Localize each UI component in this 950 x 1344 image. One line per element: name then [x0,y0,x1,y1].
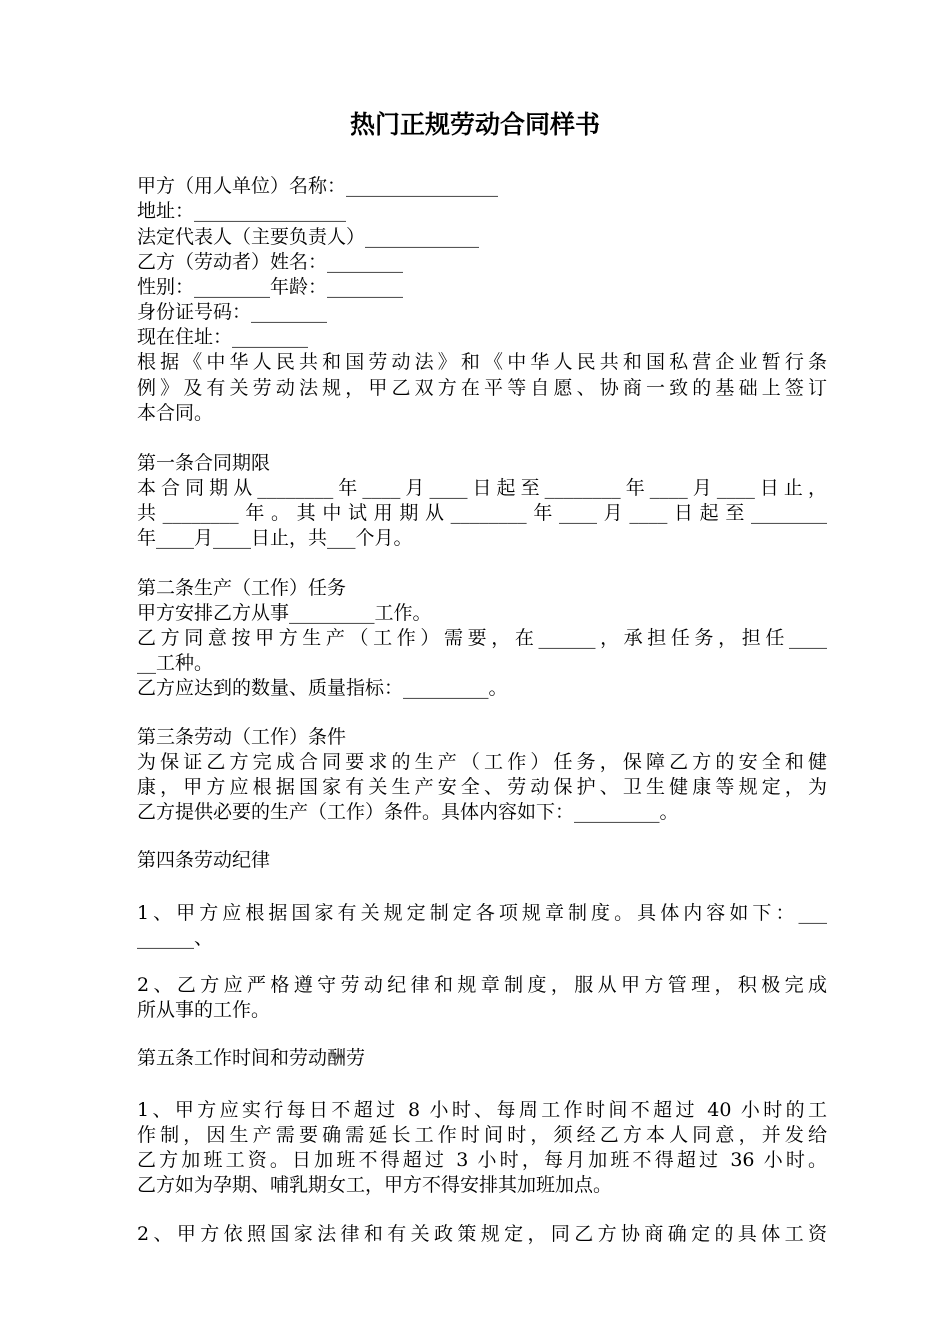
article-2-line: __工种。 [137,652,214,674]
article-3-line: 康，甲方应根据国家有关生产安全、劳动保护、卫生健康等规定，为 [137,776,827,798]
article-5-item-2: 2、甲方依照国家法律和有关政策规定，同乙方协商确定的具体工资 [137,1223,827,1245]
address-line: 地址：________________ [137,200,347,222]
article-5-item-1: 1、甲方应实行每日不超过 8 小时、每周工作时间不超过 40 小时的工 [137,1099,827,1121]
article-2-line: 甲方安排乙方从事_________工作。 [137,602,432,624]
article-5-item-1: 乙方如为孕期、哺乳期女工，甲方不得安排其加班加点。 [137,1174,613,1196]
article-5-heading: 第五条工作时间和劳动酬劳 [137,1047,366,1069]
article-5-item-1: 乙方加班工资。日加班不得超过 3 小时，每月加班不得超过 36 小时。 [137,1149,827,1171]
preamble-line: 根据《中华人民共和国劳动法》和《中华人民共和国私营企业暂行条 [137,351,827,373]
article-4-item-2: 所从事的工作。 [137,999,271,1021]
id-number-line: 身份证号码：________ [137,301,328,323]
article-1-line: 共________年。其中试用期从________年____月____日起至________ [137,502,827,524]
current-address-line: 现在住址：________ [137,326,309,348]
article-2-line: 乙方同意按甲方生产（工作）需要，在______，承担任务，担任____ [137,627,827,649]
document-title: 热门正规劳动合同样书 [349,110,600,139]
article-3-heading: 第三条劳动（工作）条件 [137,726,347,748]
article-1-line: 本合同期从________年____月____日起至________年____月____日止， [137,477,827,499]
article-4-item-1: 1、甲方应根据国家有关规定制定各项规章制度。具体内容如下：___ [137,902,827,924]
article-3-line: 为保证乙方完成合同要求的生产（工作）任务，保障乙方的安全和健 [137,751,827,773]
gender-age-line: 性别：________年龄：________ [137,276,404,298]
article-4-item-2: 2、乙方应严格遵守劳动纪律和规章制度，服从甲方管理，积极完成 [137,974,827,996]
preamble-line: 例》及有关劳动法规，甲乙双方在平等自愿、协商一致的基础上签订 [137,377,827,399]
party-b-name-line: 乙方（劳动者）姓名：________ [137,251,404,273]
party-a-name-line: 甲方（用人单位）名称：________________ [137,175,499,197]
article-2-line: 乙方应达到的数量、质量指标：_________。 [137,677,508,699]
preamble-line: 本合同。 [137,402,214,424]
article-2-heading: 第二条生产（工作）任务 [137,577,347,599]
legal-rep-line: 法定代表人（主要负责人）____________ [137,226,480,248]
article-5-item-1: 作制，因生产需要确需延长工作时间时，须经乙方本人同意，并发给 [137,1124,827,1146]
article-4-heading: 第四条劳动纪律 [137,849,271,871]
article-4-item-1: ______、 [137,927,214,949]
article-1-heading: 第一条合同期限 [137,452,271,474]
article-3-line: 乙方提供必要的生产（工作）条件。具体内容如下：_________。 [137,801,679,823]
article-1-line: 年____月____日止，共___个月。 [137,527,413,549]
